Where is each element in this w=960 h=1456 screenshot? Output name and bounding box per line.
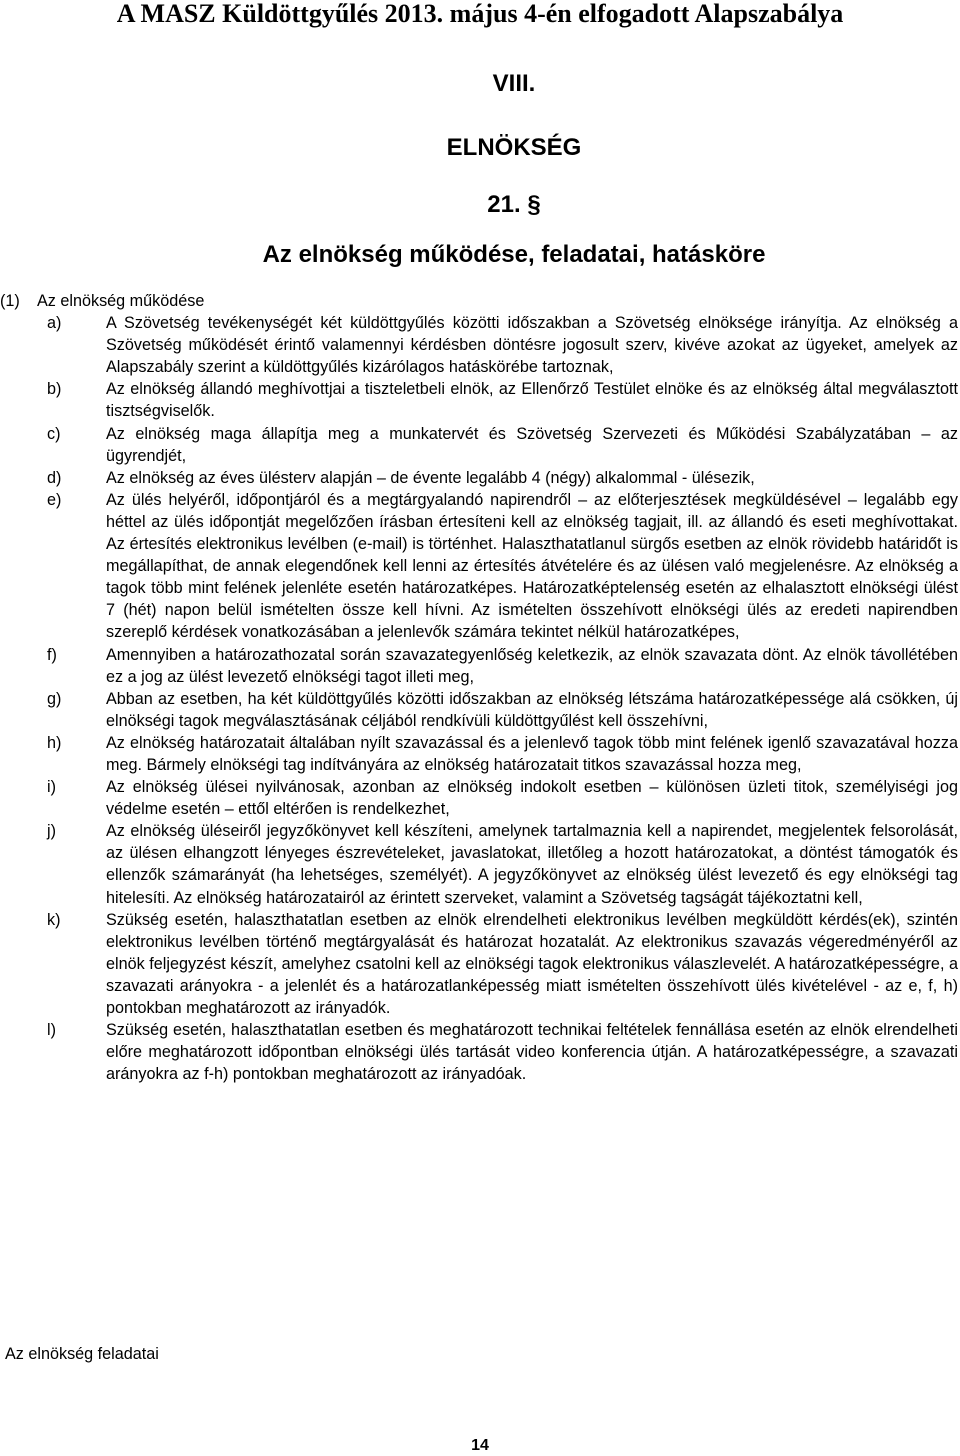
list-item [0,820,960,908]
list-item [0,1019,960,1085]
item-letter: k) [47,910,61,929]
item-text: Amennyiben a határozathozatal során szavazategyenlőség keletkezik, az elnök szavazata dönt. Az elnök távollétében ez a jog az ülést levezető elnökségi tagot illeti meg, [106,645,958,686]
item-letter: l) [47,1021,56,1040]
item-letter: b) [47,380,62,399]
item-letter: h) [47,733,62,752]
list-item [0,467,960,489]
section-body [0,290,960,1085]
item-text: Szükség esetén, halaszthatatlan esetben az elnök elrendelheti elektronikus levélben megküldött kérdés(ek), szintén elektronikus levélben történő megtárgyalását és határozat hozatalát. Az elektronikus szavazás végeredményéről az elnök feljegyzést készít, amelyhez csatolni kell az elnökségi tagok elektronikus válaszlevelét. A határozatképességre, a szavazati arányokra - a jelenlét és a határozatlanképesség miatt ismételten összehívott ülés kivételével - az e, f, h) pontokban meghatározott az irányadók. [106,910,958,1017]
item-text: Az elnökség maga állapítja meg a munkatervét és Szövetség Szervezeti és Működési Szabályzatában – az ügyrendjét, [106,424,958,465]
list-item [0,688,960,732]
chapter-number: VIII. [492,70,536,97]
page-number: 14 [471,1437,489,1454]
list-item [0,378,960,422]
list-item [0,489,960,644]
item-letter: f) [47,645,57,664]
chapter-title: ELNÖKSÉG [446,134,582,161]
next-section-title: Az elnökség feladatai [5,1345,159,1363]
item-text: Abban az esetben, ha két küldöttgyűlés közötti időszakban az elnökség létszáma határozatképessége alá csökken, új elnökségi tagok megválasztásának céljából rendkívüli küldöttgyűlést kell összehívni, [106,689,958,730]
item-text: Szükség esetén, halaszthatatlan esetben és meghatározott technikai feltételek fennállása esetén az elnök elrendelheti előre meghatározott időpontban elnökségi ülés tartását video konferencia útján. A határozatképességre, a szavazati arányokra az f-h) pontokban meghatározott az irányadóak. [106,1021,958,1084]
item-letter: j) [47,822,56,841]
list-item [0,644,960,688]
section-number: (1) [0,292,20,310]
section-heading [0,290,960,312]
item-letter: i) [47,778,56,797]
item-text: Az elnökség üléseiről jegyzőkönyvet kell készíteni, amelynek tartalmaznia kell a napirendet, megjelentek felsorolását, az ülésen elhangzott lényeges észrevételeket, javaslatokat, illetőleg a hozott határozatokat, a döntést támogatók és ellenzők számarányát (ha lehetséges, személyét). A jegyzőkönyvet az elnökség ülést levezető és egy elnökségi tag hitelesíti. Az elnökség határozatairól az érintett szerveket, valamint a Szövetség tagságát tájékoztatni kell, [106,822,958,907]
item-text: Az elnökség az éves ülésterv alapján – de évente legalább 4 (négy) alkalommal - ülésezik, [106,468,755,487]
item-letter: e) [47,490,62,509]
list-item [0,312,960,378]
list-item [0,776,960,820]
item-text: Az elnökség határozatait általában nyílt szavazással és a jelenlevő tagok több mint felének igenlő szavazatával hozza meg. Bármely elnökségi tag indítványára az elnökség határozatait titkos szavazással hozza meg, [106,733,958,774]
item-text: Az elnökség állandó meghívottjai a tiszteletbeli elnök, az Ellenőrző Testület elnöke és az elnökség által megválasztott tisztségviselők. [106,380,958,421]
item-letter: a) [47,314,62,333]
list-item [0,423,960,467]
item-text: Az elnökség ülései nyilvánosak, azonban az elnökség indokolt esetben – különösen üzleti titok, személyiségi jog védelme esetén – ettől eltérően is rendelkezhet, [106,778,958,819]
item-letter: g) [47,689,62,708]
item-letter: c) [47,424,61,443]
item-letter: d) [47,468,62,487]
document-title: A MASZ Küldöttgyűlés 2013. május 4-én elfogadott Alapszabálya [116,0,844,28]
item-text: A Szövetség tevékenységét két küldöttgyűlés közötti időszakban a Szövetség elnöksége irányítja. Az elnökség a Szövetség működését érintő valamennyi kérdésben döntésre jogosult szerv, kivéve azokat az ügyeket, amelyek az Alapszabály szerint a küldöttgyűlés kizárólagos hatáskörébe tartoznak, [106,314,958,377]
paragraph-title: Az elnökség működése, feladatai, hatásköre [262,241,766,268]
list-item [0,732,960,776]
section-title: Az elnökség működése [37,292,205,310]
item-list [0,312,960,1085]
paragraph-number: 21. § [487,191,541,218]
item-text: Az ülés helyéről, időpontjáról és a megtárgyalandó napirendről – az előterjesztések megküldésével – legalább egy héttel az ülés időpontját megelőzően írásban értesíteni kell az elnökség tagjait, ill. az állandó és eseti meghívottakat. Az értesítés elektronikus levélben (e-mail) is történhet. Halaszthatatlanul sürgős esetben az elnök rövidebb határidőt is megállapíthat, de annak elegendőnek kell lenni az értesítés átvételére és az ülésen való megjelenésre. Az elnökség a tagok több mint felének jelenléte esetén határozatképes. Határozatképtelenség esetén az elhalasztott elnökségi ülést 7 (hét) napon belül ismételten össze kell hívni. Az ismételten összehívott elnökségi ülés az eredeti napirendben szereplő kérdések vonatkozásában a jelenlevők számára tekintet nélkül határozatképes, [106,490,958,642]
list-item [0,909,960,1019]
